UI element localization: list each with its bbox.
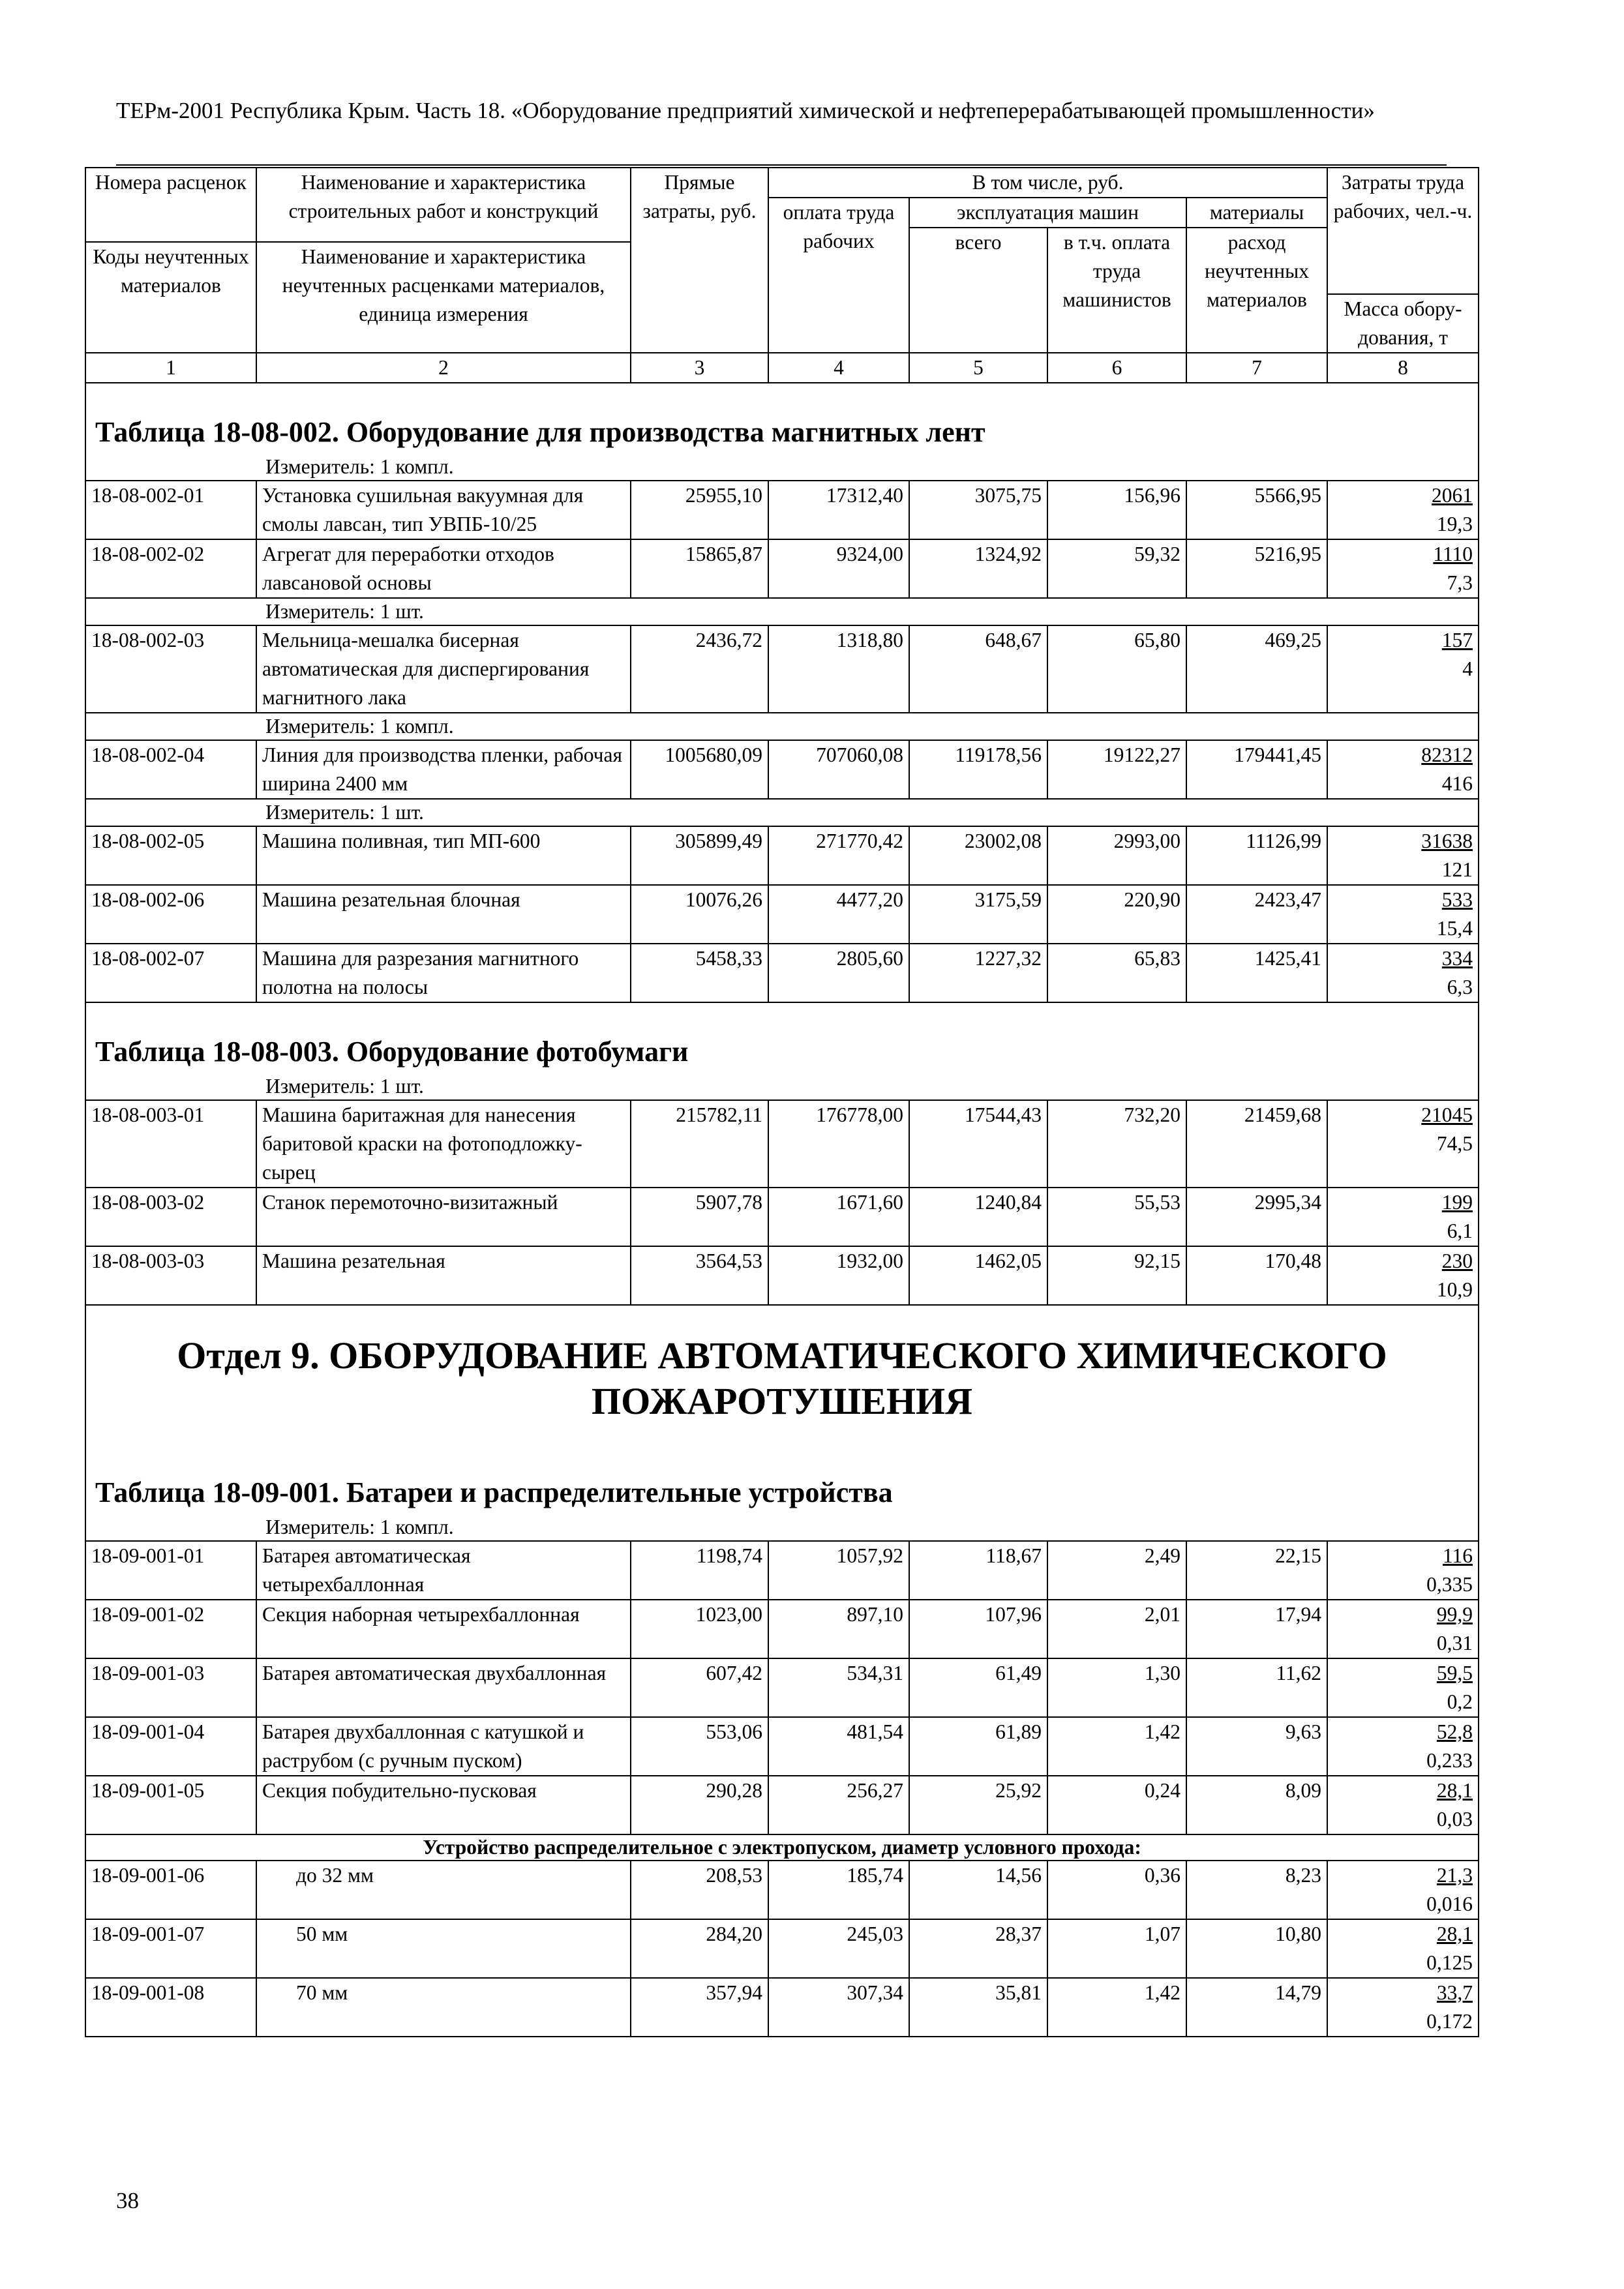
- machine-total: 1462,05: [909, 1246, 1047, 1305]
- materials-cost: 2995,34: [1186, 1188, 1327, 1246]
- equipment-mass: 0,125: [1426, 1951, 1473, 1974]
- work-name: 50 мм: [256, 1919, 631, 1978]
- header-unaccounted-materials: расход неучтенных материалов: [1186, 228, 1327, 353]
- direct-costs: 284,20: [631, 1919, 768, 1978]
- equipment-mass: 416: [1441, 772, 1473, 795]
- work-name: Батарея автоматическая четырехбаллонная: [256, 1541, 631, 1600]
- machine-total: 1240,84: [909, 1188, 1047, 1246]
- materials-cost: 22,15: [1186, 1541, 1327, 1600]
- machine-total: 3175,59: [909, 885, 1047, 944]
- machine-total: 1227,32: [909, 944, 1047, 1002]
- materials-cost: 1425,41: [1186, 944, 1327, 1002]
- table-row: [85, 1600, 1479, 1658]
- materials-cost: 8,23: [1186, 1861, 1327, 1919]
- table-row: [85, 944, 1479, 1002]
- operator-pay: 1,42: [1047, 1717, 1186, 1776]
- machine-total: 17544,43: [909, 1100, 1047, 1188]
- work-name: Батарея двухбаллонная с катушкой и раструбом (с ручным пуском): [256, 1717, 631, 1776]
- equipment-mass: 0,172: [1426, 2010, 1473, 2033]
- work-name: 70 мм: [256, 1978, 631, 2037]
- machine-total: 35,81: [909, 1978, 1047, 2037]
- direct-costs: 208,53: [631, 1861, 768, 1919]
- work-name: Машина резательная: [256, 1246, 631, 1305]
- column-number: 8: [1327, 353, 1479, 383]
- materials-cost: 14,79: [1186, 1978, 1327, 2037]
- labor-hours: 230: [1441, 1249, 1473, 1272]
- worker-pay: 4477,20: [768, 885, 909, 944]
- labor-and-mass: [1327, 944, 1479, 1002]
- labor-hours: 59,5: [1436, 1662, 1473, 1684]
- table-row: [85, 1776, 1479, 1834]
- table-row: [85, 539, 1479, 598]
- machine-total: 25,92: [909, 1776, 1047, 1834]
- worker-pay: 256,27: [768, 1776, 909, 1834]
- machine-total: 3075,75: [909, 481, 1047, 539]
- direct-costs: 10076,26: [631, 885, 768, 944]
- rate-code: 18-09-001-04: [85, 1717, 256, 1776]
- work-name: Машина поливная, тип МП-600: [256, 826, 631, 885]
- equipment-mass: 0,2: [1447, 1690, 1473, 1713]
- operator-pay: 220,90: [1047, 885, 1186, 944]
- machine-total: 23002,08: [909, 826, 1047, 885]
- labor-and-mass: [1327, 1541, 1479, 1600]
- rate-code: 18-08-002-02: [85, 539, 256, 598]
- table-row: [85, 1861, 1479, 1919]
- labor-hours: 334: [1441, 947, 1473, 970]
- rate-code: 18-09-001-03: [85, 1658, 256, 1717]
- work-name: Мельница-мешалка бисерная автоматическая для диспергирования магнитного лака: [256, 625, 631, 713]
- labor-hours: 28,1: [1436, 1922, 1473, 1945]
- worker-pay: 1057,92: [768, 1541, 909, 1600]
- table-row: [85, 826, 1479, 885]
- unit-label: Измеритель: 1 компл.: [85, 454, 1479, 481]
- worker-pay: 2805,60: [768, 944, 909, 1002]
- rate-code: 18-08-002-03: [85, 625, 256, 713]
- page-number: 38: [116, 2188, 139, 2213]
- labor-hours: 82312: [1421, 743, 1473, 766]
- work-name: Машина баритажная для нанесения баритовой краски на фотоподложку-сырец: [256, 1100, 631, 1188]
- rate-code: 18-08-002-06: [85, 885, 256, 944]
- equipment-mass: 6,1: [1447, 1219, 1473, 1242]
- column-number: 3: [631, 353, 768, 383]
- machine-total: 118,67: [909, 1541, 1047, 1600]
- labor-and-mass: [1327, 740, 1479, 799]
- rate-code: 18-09-001-05: [85, 1776, 256, 1834]
- operator-pay: 55,53: [1047, 1188, 1186, 1246]
- materials-cost: 10,80: [1186, 1919, 1327, 1978]
- materials-cost: 5216,95: [1186, 539, 1327, 598]
- header-direct-costs: Прямые затраты, руб.: [631, 168, 768, 353]
- materials-cost: 11,62: [1186, 1658, 1327, 1717]
- header-machine-operation: эксплуатация машин: [909, 198, 1186, 228]
- labor-and-mass: [1327, 885, 1479, 944]
- unit-label: Измеритель: 1 компл.: [85, 713, 1479, 740]
- machine-total: 107,96: [909, 1600, 1047, 1658]
- worker-pay: 245,03: [768, 1919, 909, 1978]
- unit-label: Измеритель: 1 шт.: [85, 598, 1479, 625]
- labor-and-mass: [1327, 1188, 1479, 1246]
- unit-label: Измеритель: 1 шт.: [85, 1073, 1479, 1100]
- header-equipment-mass: Масса обору-дования, т: [1327, 294, 1479, 353]
- machine-total: 1324,92: [909, 539, 1047, 598]
- header-material-name: Наименование и характеристика неучтенных расценками материалов, единица измерения: [256, 242, 631, 353]
- operator-pay: 1,42: [1047, 1978, 1186, 2037]
- labor-and-mass: [1327, 625, 1479, 713]
- table-title: Таблица 18-08-003. Оборудование фотобумаги: [85, 1002, 1479, 1073]
- machine-total: 119178,56: [909, 740, 1047, 799]
- labor-and-mass: [1327, 1600, 1479, 1658]
- work-name: до 32 мм: [256, 1861, 631, 1919]
- materials-cost: 2423,47: [1186, 885, 1327, 944]
- column-number: 1: [85, 353, 256, 383]
- header-machine-total: всего: [909, 228, 1047, 353]
- labor-hours: 21045: [1421, 1103, 1473, 1126]
- header-rate-numbers: Номера расценок: [85, 168, 256, 242]
- labor-hours: 28,1: [1436, 1779, 1473, 1802]
- header-labor-hours: Затраты труда рабочих, чел.-ч.: [1327, 168, 1479, 294]
- worker-pay: 534,31: [768, 1658, 909, 1717]
- machine-total: 61,89: [909, 1717, 1047, 1776]
- direct-costs: 1198,74: [631, 1541, 768, 1600]
- work-name: Секция наборная четырехбаллонная: [256, 1600, 631, 1658]
- operator-pay: 19122,27: [1047, 740, 1186, 799]
- materials-cost: 9,63: [1186, 1717, 1327, 1776]
- machine-total: 14,56: [909, 1861, 1047, 1919]
- equipment-mass: 0,03: [1436, 1808, 1473, 1831]
- work-name: Секция побудительно-пусковая: [256, 1776, 631, 1834]
- work-name: Машина для разрезания магнитного полотна на полосы: [256, 944, 631, 1002]
- materials-cost: 21459,68: [1186, 1100, 1327, 1188]
- direct-costs: 1005680,09: [631, 740, 768, 799]
- labor-hours: 33,7: [1436, 1981, 1473, 2004]
- work-name: Батарея автоматическая двухбаллонная: [256, 1658, 631, 1717]
- labor-hours: 2061: [1432, 484, 1473, 507]
- worker-pay: 9324,00: [768, 539, 909, 598]
- worker-pay: 1932,00: [768, 1246, 909, 1305]
- column-number: 6: [1047, 353, 1186, 383]
- operator-pay: 65,80: [1047, 625, 1186, 713]
- subsection-heading: Устройство распределительное с электропуском, диаметр условного прохода:: [85, 1834, 1479, 1861]
- table-row: [85, 1717, 1479, 1776]
- materials-cost: 11126,99: [1186, 826, 1327, 885]
- direct-costs: 15865,87: [631, 539, 768, 598]
- direct-costs: 215782,11: [631, 1100, 768, 1188]
- direct-costs: 305899,49: [631, 826, 768, 885]
- column-number: 7: [1186, 353, 1327, 383]
- labor-and-mass: [1327, 1978, 1479, 2037]
- table-title: Таблица 18-08-002. Оборудование для производства магнитных лент: [85, 383, 1479, 454]
- labor-hours: 99,9: [1436, 1603, 1473, 1626]
- table-row: [85, 1978, 1479, 2037]
- column-number: 5: [909, 353, 1047, 383]
- materials-cost: 8,09: [1186, 1776, 1327, 1834]
- labor-hours: 52,8: [1436, 1720, 1473, 1743]
- worker-pay: 185,74: [768, 1861, 909, 1919]
- running-head: ТЕРм-2001 Республика Крым. Часть 18. «Оборудование предприятий химической и нефтеперерабатывающей промышленности»: [116, 98, 1375, 123]
- rate-code: 18-09-001-06: [85, 1861, 256, 1919]
- rate-code: 18-08-002-01: [85, 481, 256, 539]
- direct-costs: 3564,53: [631, 1246, 768, 1305]
- equipment-mass: 4: [1462, 657, 1473, 680]
- materials-cost: 17,94: [1186, 1600, 1327, 1658]
- worker-pay: 176778,00: [768, 1100, 909, 1188]
- running-head-rule: [116, 164, 1447, 166]
- worker-pay: 17312,40: [768, 481, 909, 539]
- header-materials: материалы: [1186, 198, 1327, 228]
- equipment-mass: 7,3: [1447, 571, 1473, 594]
- table-row: [85, 1188, 1479, 1246]
- table-row: [85, 1541, 1479, 1600]
- table-row: [85, 885, 1479, 944]
- rate-code: 18-09-001-08: [85, 1978, 256, 2037]
- department-title: Отдел 9. ОБОРУДОВАНИЕ АВТОМАТИЧЕСКОГО ХИМИЧЕСКОГО ПОЖАРОТУШЕНИЯ: [85, 1305, 1479, 1444]
- equipment-mass: 0,233: [1426, 1749, 1473, 1772]
- labor-and-mass: [1327, 1100, 1479, 1188]
- direct-costs: 607,42: [631, 1658, 768, 1717]
- materials-cost: 5566,95: [1186, 481, 1327, 539]
- worker-pay: 307,34: [768, 1978, 909, 2037]
- table-row: [85, 1100, 1479, 1188]
- operator-pay: 59,32: [1047, 539, 1186, 598]
- labor-hours: 157: [1441, 629, 1473, 651]
- rate-code: 18-09-001-02: [85, 1600, 256, 1658]
- direct-costs: 290,28: [631, 1776, 768, 1834]
- labor-hours: 533: [1441, 888, 1473, 911]
- operator-pay: 732,20: [1047, 1100, 1186, 1188]
- rate-code: 18-09-001-01: [85, 1541, 256, 1600]
- direct-costs: 1023,00: [631, 1600, 768, 1658]
- work-name: Агрегат для переработки отходов лавсановой основы: [256, 539, 631, 598]
- worker-pay: 707060,08: [768, 740, 909, 799]
- labor-hours: 116: [1442, 1544, 1473, 1567]
- labor-and-mass: [1327, 1717, 1479, 1776]
- operator-pay: 92,15: [1047, 1246, 1186, 1305]
- header-material-codes: Коды неучтенных материалов: [85, 242, 256, 353]
- operator-pay: 2,01: [1047, 1600, 1186, 1658]
- worker-pay: 271770,42: [768, 826, 909, 885]
- work-name: Станок перемоточно-визитажный: [256, 1188, 631, 1246]
- operator-pay: 0,36: [1047, 1861, 1186, 1919]
- table-row: [85, 1919, 1479, 1978]
- worker-pay: 1318,80: [768, 625, 909, 713]
- labor-and-mass: [1327, 481, 1479, 539]
- work-name: Машина резательная блочная: [256, 885, 631, 944]
- labor-and-mass: [1327, 826, 1479, 885]
- machine-total: 61,49: [909, 1658, 1047, 1717]
- materials-cost: 170,48: [1186, 1246, 1327, 1305]
- labor-and-mass: [1327, 1861, 1479, 1919]
- labor-and-mass: [1327, 1658, 1479, 1717]
- header-operator-pay: в т.ч. оплата труда машинистов: [1047, 228, 1186, 353]
- operator-pay: 1,07: [1047, 1919, 1186, 1978]
- machine-total: 648,67: [909, 625, 1047, 713]
- direct-costs: 5907,78: [631, 1188, 768, 1246]
- table-row: [85, 481, 1479, 539]
- equipment-mass: 10,9: [1436, 1278, 1473, 1301]
- rate-code: 18-08-003-03: [85, 1246, 256, 1305]
- column-number: 2: [256, 353, 631, 383]
- direct-costs: 553,06: [631, 1717, 768, 1776]
- rate-code: 18-08-002-05: [85, 826, 256, 885]
- worker-pay: 897,10: [768, 1600, 909, 1658]
- labor-and-mass: [1327, 1246, 1479, 1305]
- work-name: Установка сушильная вакуумная для смолы лавсан, тип УВПБ-10/25: [256, 481, 631, 539]
- rate-code: 18-08-003-02: [85, 1188, 256, 1246]
- operator-pay: 2993,00: [1047, 826, 1186, 885]
- materials-cost: 179441,45: [1186, 740, 1327, 799]
- equipment-mass: 6,3: [1447, 976, 1473, 998]
- table-row: [85, 625, 1479, 713]
- operator-pay: 156,96: [1047, 481, 1186, 539]
- operator-pay: 2,49: [1047, 1541, 1186, 1600]
- operator-pay: 0,24: [1047, 1776, 1186, 1834]
- header-worker-pay: оплата труда рабочих: [768, 198, 909, 353]
- rate-code: 18-08-002-07: [85, 944, 256, 1002]
- table-row: [85, 1246, 1479, 1305]
- equipment-mass: 19,3: [1436, 513, 1473, 535]
- equipment-mass: 0,016: [1426, 1893, 1473, 1915]
- equipment-mass: 0,335: [1426, 1573, 1473, 1596]
- labor-hours: 21,3: [1436, 1864, 1473, 1887]
- worker-pay: 481,54: [768, 1717, 909, 1776]
- column-number: 4: [768, 353, 909, 383]
- worker-pay: 1671,60: [768, 1188, 909, 1246]
- labor-hours: 199: [1441, 1191, 1473, 1214]
- operator-pay: 1,30: [1047, 1658, 1186, 1717]
- equipment-mass: 15,4: [1436, 917, 1473, 940]
- rate-code: 18-08-003-01: [85, 1100, 256, 1188]
- table-row: [85, 740, 1479, 799]
- operator-pay: 65,83: [1047, 944, 1186, 1002]
- equipment-mass: 74,5: [1436, 1132, 1473, 1155]
- direct-costs: 2436,72: [631, 625, 768, 713]
- labor-and-mass: [1327, 1776, 1479, 1834]
- unit-label: Измеритель: 1 компл.: [85, 1514, 1479, 1541]
- equipment-mass: 121: [1441, 858, 1473, 881]
- labor-and-mass: [1327, 539, 1479, 598]
- rates-table: [85, 167, 1479, 2037]
- direct-costs: 357,94: [631, 1978, 768, 2037]
- table-title: Таблица 18-09-001. Батареи и распределительные устройства: [85, 1444, 1479, 1514]
- header-including: В том числе, руб.: [768, 168, 1327, 198]
- header-work-name: Наименование и характеристика строительных работ и конструкций: [256, 168, 631, 242]
- machine-total: 28,37: [909, 1919, 1047, 1978]
- work-name: Линия для производства пленки, рабочая ширина 2400 мм: [256, 740, 631, 799]
- direct-costs: 5458,33: [631, 944, 768, 1002]
- table-row: [85, 1658, 1479, 1717]
- unit-label: Измеритель: 1 шт.: [85, 799, 1479, 826]
- labor-hours: 31638: [1421, 830, 1473, 852]
- equipment-mass: 0,31: [1436, 1632, 1473, 1654]
- materials-cost: 469,25: [1186, 625, 1327, 713]
- rate-code: 18-09-001-07: [85, 1919, 256, 1978]
- direct-costs: 25955,10: [631, 481, 768, 539]
- labor-and-mass: [1327, 1919, 1479, 1978]
- rate-code: 18-08-002-04: [85, 740, 256, 799]
- labor-hours: 1110: [1433, 543, 1473, 565]
